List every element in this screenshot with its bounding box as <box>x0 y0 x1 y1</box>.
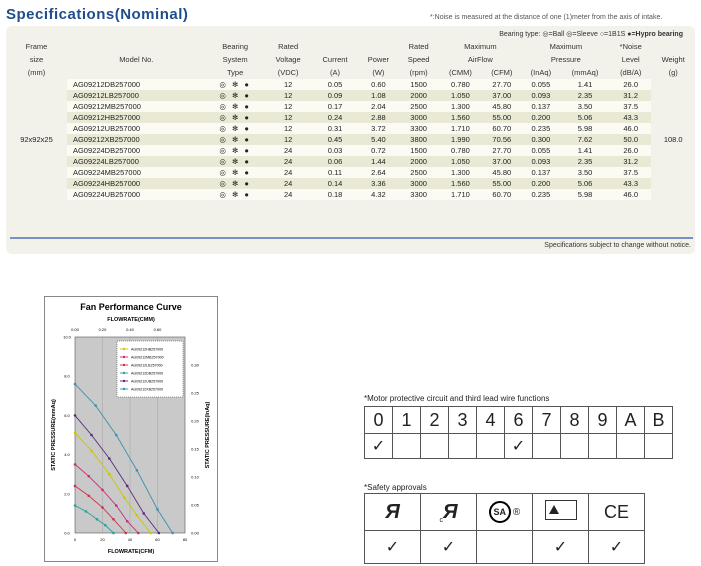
cell-speed: 2500 <box>398 167 439 178</box>
header-bearing-2: System <box>222 55 248 64</box>
cell-speed: 2000 <box>398 156 439 167</box>
motor-check <box>645 434 673 459</box>
x-top-tick-label: 0.00 <box>71 327 79 332</box>
header-power-2: (W) <box>372 68 385 77</box>
cell-cfm: 27.70 <box>482 145 522 156</box>
bearing-legend-ball: ◎=Ball <box>542 31 565 38</box>
data-point <box>125 532 128 535</box>
cell-inaq: 0.200 <box>522 112 560 123</box>
cell-mmaq: 2.35 <box>560 156 610 167</box>
model-no: AG09212MB257000 <box>67 101 206 112</box>
data-point <box>104 524 107 527</box>
cell-mmaq: 3.50 <box>560 167 610 178</box>
cell-cfm: 60.70 <box>482 189 522 200</box>
data-point <box>171 532 174 535</box>
motor-check: ✓ <box>505 434 533 459</box>
cell-voltage: 24 <box>265 178 312 189</box>
ce-logo: CE <box>589 494 645 531</box>
data-point <box>74 432 77 435</box>
cell-speed: 2000 <box>398 90 439 101</box>
y-tick-label: 4.0 <box>64 452 70 458</box>
y-right-tick-label: 0.00 <box>191 530 199 536</box>
cell-noise: 37.5 <box>610 101 651 112</box>
motor-code: B <box>645 407 673 434</box>
cell-current: 0.05 <box>312 79 359 90</box>
motor-code: 9 <box>589 407 617 434</box>
cell-power: 2.64 <box>358 167 398 178</box>
cell-inaq: 0.093 <box>522 156 560 167</box>
cell-cmm: 1.300 <box>439 101 482 112</box>
header-frame-3: (mm) <box>27 68 46 77</box>
cell-current: 0.31 <box>312 123 359 134</box>
safety-check: ✓ <box>421 531 477 564</box>
cell-current: 0.24 <box>312 112 359 123</box>
cell-cfm: 45.80 <box>482 167 522 178</box>
cell-inaq: 0.137 <box>522 167 560 178</box>
cell-cmm: 1.050 <box>439 156 482 167</box>
motor-code: 6 <box>505 407 533 434</box>
header-mmaq: (mmAq) <box>571 68 599 77</box>
safety-check: ✓ <box>365 531 421 564</box>
motor-code: 2 <box>421 407 449 434</box>
table-row <box>6 145 695 156</box>
top-axis-label: FLOWRATE(CMM) <box>107 317 155 323</box>
legend-marker <box>123 380 125 382</box>
data-point <box>90 434 93 437</box>
data-point <box>94 404 97 407</box>
cell-inaq: 0.055 <box>522 145 560 156</box>
cell-cmm: 1.300 <box>439 167 482 178</box>
cell-inaq: 0.235 <box>522 189 560 200</box>
y-tick-label: 2.0 <box>64 491 70 497</box>
cell-cfm: 60.70 <box>482 123 522 134</box>
cell-mmaq: 5.06 <box>560 178 610 189</box>
header-noise-3: (dB/A) <box>620 68 642 77</box>
header-bearing-3: Type <box>227 68 244 77</box>
data-point <box>112 532 115 535</box>
noise-note: *:Noise is measured at the distance of one (1)meter from the axis of intake. <box>430 14 663 21</box>
footer-note: Specifications subject to change without notice. <box>544 242 691 249</box>
cell-power: 1.08 <box>358 90 398 101</box>
cell-current: 0.11 <box>312 167 359 178</box>
data-point <box>87 475 90 478</box>
header-noise-2: Level <box>621 55 640 64</box>
header-speed-1: Rated <box>408 42 429 51</box>
cell-voltage: 12 <box>265 123 312 134</box>
motor-check <box>393 434 421 459</box>
y-tick-label: 6.0 <box>64 412 70 418</box>
bearing-type: ◎ ✻ ● <box>206 90 265 101</box>
y-right-tick-label: 0.10 <box>191 474 199 480</box>
cell-power: 1.44 <box>358 156 398 167</box>
legend-label: AG09212MB257000 <box>131 355 164 360</box>
y-axis-label: STATIC PRESSURE(mmAq) <box>51 399 57 471</box>
cell-voltage: 24 <box>265 167 312 178</box>
cell-current: 0.06 <box>312 156 359 167</box>
model-no: AG09212LB257000 <box>67 90 206 101</box>
y-tick-label: 10.0 <box>63 334 71 340</box>
y-tick-label: 0.0 <box>64 530 70 536</box>
model-no: AG09224UB257000 <box>67 189 206 200</box>
y-right-tick-label: 0.25 <box>191 390 199 396</box>
cell-voltage: 12 <box>265 112 312 123</box>
cell-mmaq: 1.41 <box>560 145 610 156</box>
spec-table <box>6 40 695 200</box>
bearing-type: ◎ ✻ ● <box>206 79 265 90</box>
header-noise-1: *Noise <box>619 42 642 51</box>
frame-size: 92x92x25 <box>6 79 67 200</box>
cell-cfm: 55.00 <box>482 112 522 123</box>
motor-table <box>364 406 673 459</box>
cell-mmaq: 2.35 <box>560 90 610 101</box>
cell-inaq: 0.055 <box>522 79 560 90</box>
legend-marker <box>123 372 125 374</box>
data-point <box>126 485 129 488</box>
legend-label: AG09212HB257000 <box>131 347 164 352</box>
cell-power: 3.72 <box>358 123 398 134</box>
bearing-type: ◎ ✻ ● <box>206 167 265 178</box>
cur-logo: cЯ <box>421 494 477 531</box>
x-tick-label: 20 <box>100 537 105 542</box>
page-title: Specifications(Nominal) <box>6 6 189 23</box>
cell-cfm: 37.00 <box>482 156 522 167</box>
cell-power: 2.88 <box>358 112 398 123</box>
legend-marker <box>123 348 125 350</box>
model-no: AG09212UB257000 <box>67 123 206 134</box>
header-weight-1: Weight <box>661 55 685 64</box>
cell-speed: 3800 <box>398 134 439 145</box>
motor-code: 3 <box>449 407 477 434</box>
cell-inaq: 0.235 <box>522 123 560 134</box>
model-no: AG09224HB257000 <box>67 178 206 189</box>
cell-mmaq: 1.41 <box>560 79 610 90</box>
cell-cmm: 0.780 <box>439 79 482 90</box>
table-row <box>6 134 695 145</box>
table-row <box>6 189 695 200</box>
header-voltage-1: Rated <box>278 42 299 51</box>
bearing-type: ◎ ✻ ● <box>206 112 265 123</box>
performance-chart <box>44 296 218 562</box>
header-cfm: (CFM) <box>491 68 513 77</box>
cell-cmm: 1.560 <box>439 178 482 189</box>
header-frame-1: Frame <box>25 42 48 51</box>
cell-inaq: 0.300 <box>522 134 560 145</box>
header-current-1: Current <box>322 55 348 64</box>
data-point <box>90 449 93 452</box>
model-no: AG09224MB257000 <box>67 167 206 178</box>
data-point <box>96 518 99 521</box>
table-row <box>6 79 695 90</box>
data-point <box>74 485 77 488</box>
header-pressure-2: Pressure <box>550 55 581 64</box>
header-voltage-2: Voltage <box>275 55 301 64</box>
bearing-legend-hypro: ●=Hypro bearing <box>627 31 683 38</box>
cell-noise: 43.3 <box>610 112 651 123</box>
bearing-type: ◎ ✻ ● <box>206 189 265 200</box>
data-point <box>149 532 152 535</box>
cell-mmaq: 3.50 <box>560 101 610 112</box>
cell-cmm: 1.710 <box>439 189 482 200</box>
header-power-1: Power <box>367 55 390 64</box>
cell-noise: 46.0 <box>610 123 651 134</box>
y-right-tick-label: 0.15 <box>191 446 199 452</box>
cell-voltage: 24 <box>265 189 312 200</box>
header-cmm: (CMM) <box>448 68 472 77</box>
cell-noise: 43.3 <box>610 178 651 189</box>
data-point <box>136 469 139 472</box>
ur-logo: Я <box>365 494 421 531</box>
data-point <box>126 520 129 523</box>
motor-check <box>533 434 561 459</box>
cell-voltage: 12 <box>265 134 312 145</box>
header-voltage-3: (VDC) <box>277 68 299 77</box>
bearing-legend <box>499 30 683 38</box>
table-row <box>6 101 695 112</box>
bearing-legend-1b1s: ○=1B1S <box>599 31 626 38</box>
cell-noise: 37.5 <box>610 167 651 178</box>
table-row <box>6 90 695 101</box>
cell-speed: 1500 <box>398 145 439 156</box>
header-pressure-1: Maximum <box>549 42 583 51</box>
data-point <box>156 508 159 511</box>
chart-title: Fan Performance Curve <box>80 302 182 312</box>
data-point <box>158 532 161 535</box>
cell-noise: 26.0 <box>610 79 651 90</box>
data-point <box>101 489 104 492</box>
cell-power: 3.36 <box>358 178 398 189</box>
cell-speed: 3000 <box>398 112 439 123</box>
cell-cfm: 70.56 <box>482 134 522 145</box>
cell-power: 0.60 <box>358 79 398 90</box>
cell-inaq: 0.137 <box>522 101 560 112</box>
header-model: Model No. <box>119 55 154 64</box>
gs-logo <box>533 494 589 531</box>
table-row <box>6 178 695 189</box>
legend-label: AG09212XB257000 <box>131 387 163 392</box>
header-speed-2: Speed <box>407 55 430 64</box>
cell-mmaq: 5.06 <box>560 112 610 123</box>
data-point <box>74 504 77 507</box>
cell-current: 0.17 <box>312 101 359 112</box>
bearing-legend-sleeve: ◎=Sleeve <box>566 31 598 38</box>
motor-code: 8 <box>561 407 589 434</box>
cell-cmm: 1.560 <box>439 112 482 123</box>
table-row <box>6 167 695 178</box>
motor-code: A <box>617 407 645 434</box>
table-row <box>6 112 695 123</box>
x-tick-label: 0 <box>73 537 77 542</box>
header-airflow-1: Maximum <box>464 42 497 51</box>
cell-inaq: 0.093 <box>522 90 560 101</box>
safety-title: *Safety approvals <box>364 483 427 492</box>
header-speed-3: (rpm) <box>409 68 428 77</box>
cell-noise: 26.0 <box>610 145 651 156</box>
cell-power: 0.72 <box>358 145 398 156</box>
cell-speed: 1500 <box>398 79 439 90</box>
cell-cmm: 1.990 <box>439 134 482 145</box>
data-point <box>123 496 126 499</box>
cell-current: 0.03 <box>312 145 359 156</box>
bearing-type: ◎ ✻ ● <box>206 156 265 167</box>
data-point <box>115 434 118 437</box>
x-top-tick-label: 0.60 <box>153 327 162 332</box>
safety-check: ✓ <box>589 531 645 564</box>
bearing-type: ◎ ✻ ● <box>206 134 265 145</box>
data-point <box>85 510 88 513</box>
motor-check <box>477 434 505 459</box>
cell-noise: 31.2 <box>610 90 651 101</box>
header-weight-2: (g) <box>668 68 678 77</box>
bearing-type: ◎ ✻ ● <box>206 178 265 189</box>
safety-check <box>477 531 533 564</box>
legend-label: AG09212DB257000 <box>131 371 164 376</box>
header-inaq: (InAq) <box>530 68 552 77</box>
data-point <box>108 473 111 476</box>
cell-speed: 3300 <box>398 123 439 134</box>
motor-code: 4 <box>477 407 505 434</box>
header-bearing-1: Bearing <box>222 42 249 51</box>
model-no: AG09212HB257000 <box>67 112 206 123</box>
cell-speed: 3000 <box>398 178 439 189</box>
model-no: AG09212XB257000 <box>67 134 206 145</box>
motor-check <box>589 434 617 459</box>
cell-cmm: 0.780 <box>439 145 482 156</box>
motor-title: *Motor protective circuit and third lead wire functions <box>364 394 550 403</box>
cell-mmaq: 5.98 <box>560 189 610 200</box>
data-point <box>87 494 90 497</box>
data-point <box>136 514 139 517</box>
cell-voltage: 12 <box>265 101 312 112</box>
x-tick-label: 60 <box>155 537 160 542</box>
cell-power: 2.04 <box>358 101 398 112</box>
cell-inaq: 0.200 <box>522 178 560 189</box>
bearing-type: ◎ ✻ ● <box>206 101 265 112</box>
x-tick-label: 80 <box>182 537 188 542</box>
header-airflow-2: AirFlow <box>467 55 493 64</box>
data-point <box>112 518 115 521</box>
model-no: AG09224LB257000 <box>67 156 206 167</box>
bearing-type: ◎ ✻ ● <box>206 145 265 156</box>
header-current-2: (A) <box>330 68 341 77</box>
cell-cfm: 27.70 <box>482 79 522 90</box>
cell-noise: 31.2 <box>610 156 651 167</box>
y-right-tick-label: 0.30 <box>191 362 199 368</box>
safety-table <box>364 493 645 564</box>
motor-code: 0 <box>365 407 393 434</box>
legend-label: AG09212LB257000 <box>131 363 163 368</box>
cell-mmaq: 5.98 <box>560 123 610 134</box>
cell-current: 0.18 <box>312 189 359 200</box>
model-no: AG09212DB257000 <box>67 79 206 90</box>
cell-voltage: 12 <box>265 79 312 90</box>
motor-check <box>449 434 477 459</box>
cell-current: 0.45 <box>312 134 359 145</box>
cell-power: 4.32 <box>358 189 398 200</box>
table-divider <box>10 237 693 239</box>
cell-current: 0.14 <box>312 178 359 189</box>
csa-logo: SA ® <box>477 494 533 531</box>
cell-cmm: 1.710 <box>439 123 482 134</box>
data-point <box>74 463 77 466</box>
data-point <box>74 414 77 417</box>
motor-check <box>421 434 449 459</box>
bearing-legend-prefix: Bearing type: <box>499 31 541 38</box>
y-right-axis-label: STATIC PRESSURE(InAq) <box>205 401 211 469</box>
cell-cfm: 45.80 <box>482 101 522 112</box>
x-top-tick-label: 0.20 <box>98 327 107 332</box>
data-point <box>101 506 104 509</box>
motor-code: 1 <box>393 407 421 434</box>
cell-speed: 2500 <box>398 101 439 112</box>
data-point <box>142 512 145 515</box>
table-row <box>6 123 695 134</box>
data-point <box>108 457 111 460</box>
data-point <box>115 504 118 507</box>
motor-check <box>617 434 645 459</box>
cell-speed: 3300 <box>398 189 439 200</box>
y-right-tick-label: 0.20 <box>191 418 199 424</box>
cell-cfm: 37.00 <box>482 90 522 101</box>
safety-check: ✓ <box>533 531 589 564</box>
table-row <box>6 156 695 167</box>
weight: 108.0 <box>651 79 695 200</box>
performance-chart-svg <box>45 297 217 561</box>
x-top-tick-label: 0.40 <box>126 327 134 332</box>
x-tick-label: 40 <box>127 537 133 542</box>
bearing-type: ◎ ✻ ● <box>206 123 265 134</box>
cell-voltage: 12 <box>265 90 312 101</box>
cell-cmm: 1.050 <box>439 90 482 101</box>
y-tick-label: 8.0 <box>64 373 70 379</box>
cell-voltage: 24 <box>265 156 312 167</box>
cell-voltage: 24 <box>265 145 312 156</box>
legend-marker <box>123 388 125 390</box>
cell-power: 5.40 <box>358 134 398 145</box>
model-no: AG09224DB257000 <box>67 145 206 156</box>
data-point <box>74 383 77 386</box>
legend-label: AG09212UB257000 <box>131 379 164 384</box>
cell-cfm: 55.00 <box>482 178 522 189</box>
header-frame-2: size <box>29 55 44 64</box>
data-point <box>137 532 140 535</box>
cell-current: 0.09 <box>312 90 359 101</box>
cell-mmaq: 7.62 <box>560 134 610 145</box>
legend-marker <box>123 364 125 366</box>
x-axis-label: FLOWRATE(CFM) <box>107 549 155 555</box>
motor-check: ✓ <box>365 434 393 459</box>
motor-code: 7 <box>533 407 561 434</box>
cell-noise: 50.0 <box>610 134 651 145</box>
cell-noise: 46.0 <box>610 189 651 200</box>
legend-marker <box>123 356 125 358</box>
y-right-tick-label: 0.05 <box>191 502 199 508</box>
motor-check <box>561 434 589 459</box>
